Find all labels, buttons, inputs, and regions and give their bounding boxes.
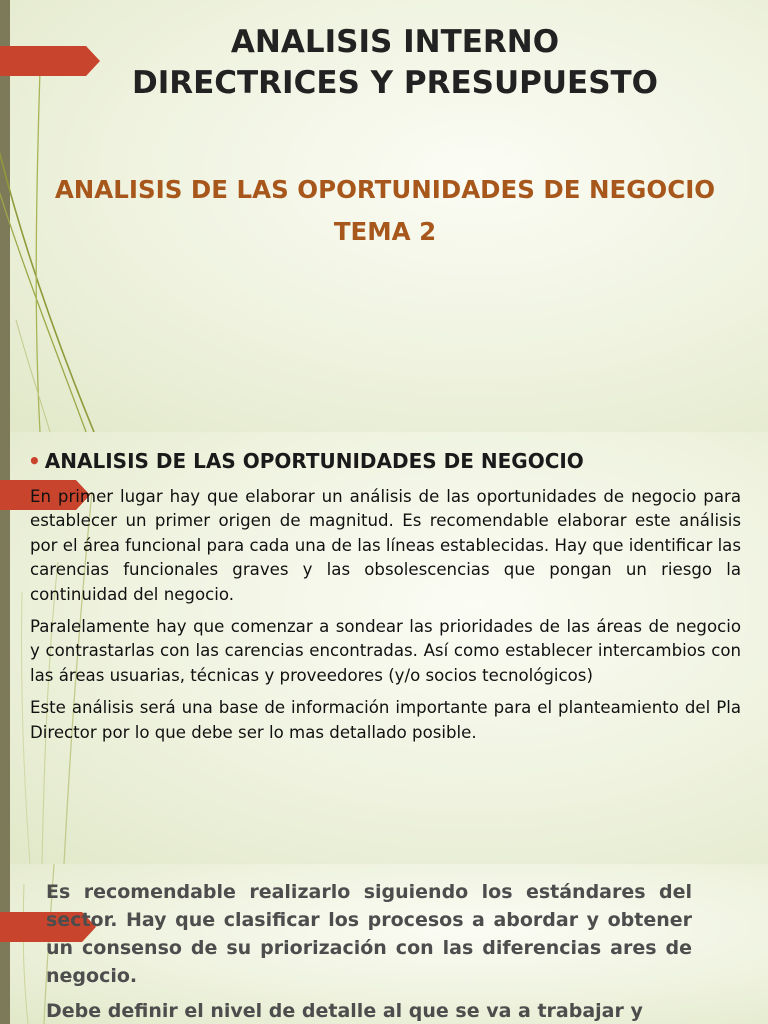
slide-content-2 (0, 864, 768, 1024)
section-heading (28, 449, 584, 473)
paragraph: Paralelamente hay que comenzar a sondear las prioridades de las áreas de negocio y contrastarlas con las carencias encontradas. Así como establecer intercambios con las áreas usuarias, técnicas y proveedores (y/o socios tecnológicos) (30, 617, 741, 685)
slide-content-1 (0, 432, 768, 864)
body-text (46, 878, 692, 1024)
subtitle (30, 169, 740, 253)
paragraph: En primer lugar hay que elaborar un análisis de las oportunidades de negocio para establecer un primer origen de magnitud. Es recomendable elaborar este análisis por el área funcional para cada una de las líneas establecidas. Hay que identificar las carencias funcionales graves y las obsolescencias que pongan un riesgo la continuidad del negocio. (30, 487, 741, 604)
page-title (60, 22, 730, 104)
title-line-2: DIRECTRICES Y PRESUPUESTO (131, 65, 659, 101)
body-text (30, 485, 741, 745)
paragraph: Debe definir el nivel de detalle al que se va a trabajar y (46, 1000, 643, 1022)
paragraph: Es recomendable realizarlo siguiendo los estándares del sector. Hay que clasificar los procesos a abordar y obtener un consenso de su priorización con las diferencias ares de negocio. (46, 881, 692, 987)
subtitle-line-2: TEMA 2 (333, 217, 437, 246)
title-line-1: ANALISIS INTERNO (230, 24, 560, 60)
paragraph: Este análisis será una base de información importante para el planteamiento del Pla Director por lo que debe ser lo mas detallado posible. (30, 698, 741, 742)
bullet-icon: • (28, 449, 41, 473)
section-heading-text: ANALISIS DE LAS OPORTUNIDADES DE NEGOCIO (44, 449, 584, 473)
slide-title (0, 0, 768, 432)
subtitle-line-1: ANALISIS DE LAS OPORTUNIDADES DE NEGOCIO (54, 175, 716, 204)
